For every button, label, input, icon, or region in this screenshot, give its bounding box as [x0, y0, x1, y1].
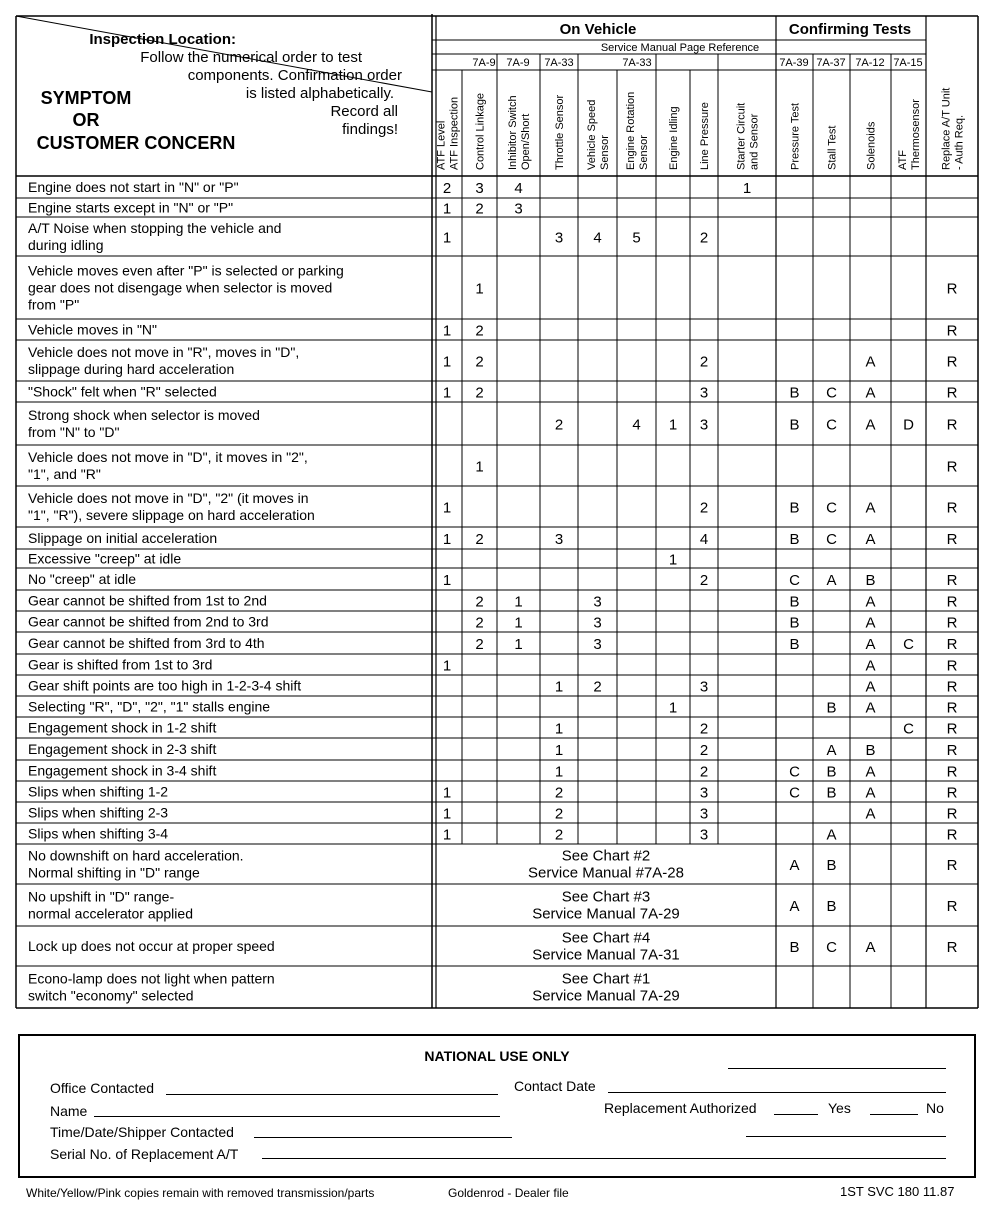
cell-value: 2: [475, 384, 484, 402]
cell-value: B: [826, 699, 837, 717]
column-header: Thermosensor: [910, 99, 922, 170]
office-contacted-label: Office Contacted: [50, 1080, 155, 1096]
symptom-text: Selecting "R", "D", "2", "1" stalls engine: [28, 698, 271, 715]
cell-value: 2: [699, 499, 709, 517]
cell-value: 1: [554, 742, 564, 759]
cell-value: C: [826, 384, 837, 402]
cell-value: 2: [475, 636, 484, 653]
cell-value: D: [903, 416, 914, 434]
cell-value: 3: [699, 384, 709, 402]
cell-value: R: [946, 826, 958, 844]
cell-value: 1: [442, 200, 452, 218]
contact-date-label: Contact Date: [514, 1078, 596, 1094]
cell-value: R: [946, 636, 958, 653]
customer-concern-heading: CUSTOMER CONCERN: [36, 133, 236, 153]
cell-value: R: [946, 805, 958, 823]
cell-value: R: [946, 699, 958, 717]
cell-value: A: [865, 353, 876, 371]
cell-value: 2: [554, 416, 564, 434]
cell-value: B: [826, 784, 837, 802]
cell-value: A: [865, 593, 876, 611]
cell-value: 1: [514, 593, 523, 611]
no-field[interactable]: [870, 1114, 918, 1115]
serial-no-field[interactable]: [262, 1158, 946, 1159]
goldenrod-note: Goldenrod - Dealer file: [448, 1186, 569, 1200]
page-ref: 7A-15: [893, 57, 923, 69]
cell-value: 3: [554, 229, 564, 247]
symptom-text: from "N" to "D": [28, 424, 120, 440]
cell-value: C: [903, 636, 914, 653]
cell-value: A: [826, 572, 837, 589]
cell-value: A: [865, 939, 876, 956]
cell-value: 2: [699, 763, 709, 781]
contact-date-field[interactable]: [608, 1092, 946, 1093]
cell-value: A: [865, 531, 876, 548]
cell-value: B: [789, 384, 800, 402]
symptom-text: Lock up does not occur at proper speed: [28, 938, 275, 954]
cell-value: 1: [442, 353, 452, 371]
cell-value: 1: [554, 720, 564, 738]
symptom-text: No downshift on hard acceleration.: [28, 847, 244, 864]
cell-value: B: [826, 857, 837, 874]
cell-value: R: [946, 499, 958, 517]
symptom-text: Vehicle does not move in "D", it moves in "2",: [28, 449, 308, 465]
cell-value: 5: [632, 229, 641, 247]
cell-value: R: [946, 678, 958, 696]
cell-value: A: [865, 657, 876, 675]
column-header: Control Linkage: [474, 92, 487, 170]
column-header: Sensor: [599, 135, 611, 170]
cell-value: R: [946, 763, 958, 781]
cell-value: C: [789, 572, 800, 589]
symptom-text: "1", and "R": [28, 466, 101, 482]
cell-value: A: [865, 763, 876, 781]
symptom-text: Econo-lamp does not light when pattern: [28, 970, 275, 987]
cell-value: 1: [475, 280, 484, 298]
cell-value: B: [865, 742, 876, 759]
page-ref: 7A-9: [472, 57, 496, 69]
cell-value: B: [826, 898, 837, 915]
symptom-text: during idling: [28, 237, 104, 253]
national-use-only-box: [18, 1034, 976, 1178]
cell-value: 2: [699, 742, 709, 759]
symptom-text: Normal shifting in "D" range: [28, 864, 200, 881]
cell-value: B: [789, 416, 800, 434]
cell-value: 3: [593, 593, 602, 611]
chart-reference: Service Manual 7A-29: [532, 987, 680, 1005]
cell-value: 2: [475, 531, 484, 548]
cell-value: A: [865, 636, 876, 653]
symptom-text: "Shock" felt when "R" selected: [28, 383, 217, 400]
cell-value: 2: [554, 826, 564, 844]
cell-value: 1: [442, 572, 452, 589]
chart-reference: See Chart #1: [561, 970, 651, 988]
cell-value: 1: [442, 784, 452, 802]
yes-field[interactable]: [774, 1114, 818, 1115]
cell-value: R: [946, 531, 958, 548]
page-ref: 7A-12: [855, 57, 885, 69]
column-header: Pressure Test: [789, 102, 802, 170]
cell-value: A: [826, 742, 837, 759]
chart-reference: See Chart #2: [561, 847, 651, 865]
symptom-text: Gear cannot be shifted from 1st to 2nd: [28, 592, 267, 609]
symptom-text: Gear is shifted from 1st to 3rd: [28, 656, 213, 673]
cell-value: B: [789, 614, 800, 632]
cell-value: 2: [475, 200, 484, 218]
cell-value: R: [946, 720, 958, 738]
column-header: Starter Circuit: [735, 102, 748, 170]
cell-value: A: [865, 614, 876, 632]
column-header: ATF Level: [435, 120, 448, 170]
symptom-text: Engagement shock in 2-3 shift: [28, 741, 217, 757]
column-header: - Auth Req.: [953, 114, 966, 170]
cell-value: 1: [442, 322, 452, 340]
symptom-text: switch "economy" selected: [28, 987, 194, 1004]
cell-value: R: [946, 784, 958, 802]
cell-value: 1: [514, 636, 523, 653]
no-label: No: [926, 1100, 944, 1116]
column-header: Throttle Sensor: [554, 94, 566, 170]
cell-value: 1: [442, 229, 452, 247]
cell-value: A: [865, 678, 876, 696]
symptom-text: No upshift in "D" range-: [28, 888, 175, 905]
cell-value: A: [865, 499, 876, 517]
cell-value: A: [865, 384, 876, 402]
symptom-text: Strong shock when selector is moved: [28, 407, 260, 423]
cell-value: 2: [699, 229, 709, 247]
cell-value: 4: [699, 531, 709, 548]
cell-value: 2: [475, 322, 484, 340]
cell-value: 2: [699, 572, 709, 589]
cell-value: 1: [668, 699, 678, 717]
symptom-text: Vehicle moves in "N": [28, 321, 157, 338]
cell-value: B: [865, 572, 876, 589]
cell-value: 4: [514, 180, 523, 197]
right-blank-field[interactable]: [746, 1136, 946, 1137]
cell-value: 1: [742, 180, 752, 197]
page-ref: 7A-9: [506, 57, 530, 69]
instruction-line: is listed alphabetically.: [245, 85, 394, 102]
cell-value: R: [946, 322, 958, 340]
instruction-line: Record all: [330, 103, 398, 120]
cell-value: 2: [593, 678, 602, 696]
page-ref: 7A-37: [816, 57, 846, 69]
cell-value: C: [826, 416, 837, 434]
symptom-text: Vehicle moves even after "P" is selected or parking: [28, 262, 344, 279]
yes-label: Yes: [828, 1100, 851, 1116]
symptom-text: "1", "R"), severe slippage on hard acceleration: [28, 507, 315, 523]
symptom-text: Gear cannot be shifted from 2nd to 3rd: [28, 613, 269, 630]
cell-value: B: [789, 939, 800, 956]
cell-value: 3: [514, 200, 523, 218]
cell-value: R: [946, 353, 958, 371]
instruction-line: findings!: [342, 121, 398, 138]
symptom-text: from "P": [28, 296, 80, 313]
column-header: ATF Inspection: [448, 96, 461, 170]
cell-value: 3: [593, 636, 602, 653]
cell-value: 1: [442, 826, 452, 844]
symptom-text: Slips when shifting 1-2: [28, 783, 169, 800]
form-number: 1ST SVC 180 11.87: [840, 1184, 955, 1199]
cell-value: R: [946, 742, 958, 759]
symptom-text: Engagement shock in 3-4 shift: [28, 762, 217, 779]
cell-value: A: [865, 784, 876, 802]
column-header: Open/Short: [520, 113, 532, 170]
column-header: Solenoids: [865, 121, 878, 170]
instruction-line: Follow the numerical order to test: [140, 49, 362, 66]
symptom-text: Gear shift points are too high in 1-2-3-4 shift: [28, 677, 302, 694]
column-header: Engine Idling: [668, 106, 680, 170]
cell-value: 3: [593, 614, 602, 632]
cell-value: R: [946, 384, 958, 402]
chart-reference: Service Manual 7A-31: [532, 946, 680, 964]
cell-value: A: [826, 826, 837, 844]
cell-value: 1: [668, 416, 678, 434]
symptom-text: Slips when shifting 3-4: [28, 825, 169, 842]
symptom-text: Vehicle does not move in "R", moves in "D",: [28, 344, 300, 360]
cell-value: R: [946, 898, 958, 915]
symptom-text: Gear cannot be shifted from 3rd to 4th: [28, 635, 265, 651]
cell-value: 2: [699, 353, 709, 371]
chart-reference: See Chart #3: [561, 888, 651, 906]
cell-value: B: [826, 763, 837, 781]
serial-no-label: Serial No. of Replacement A/T: [50, 1146, 239, 1162]
office-contacted-field[interactable]: [166, 1094, 498, 1095]
national-use-title: NATIONAL USE ONLY: [424, 1048, 570, 1064]
column-header: and Sensor: [748, 113, 761, 170]
cell-value: 1: [475, 458, 484, 476]
cell-value: 3: [699, 416, 709, 434]
cell-value: 3: [554, 531, 564, 548]
cell-value: A: [789, 857, 800, 874]
name-field[interactable]: [94, 1116, 500, 1117]
page-ref: 7A-39: [779, 57, 809, 69]
symptom-text: normal accelerator applied: [28, 905, 193, 922]
cell-value: 1: [554, 678, 564, 696]
cell-value: 1: [442, 657, 452, 675]
cell-value: A: [865, 805, 876, 823]
cell-value: 2: [699, 720, 709, 738]
cell-value: 4: [632, 416, 641, 434]
symptom-text: Slippage on initial acceleration: [28, 530, 218, 546]
copies-note: White/Yellow/Pink copies remain with removed transmission/parts: [26, 1186, 375, 1200]
cell-value: 2: [475, 593, 484, 611]
cell-value: 1: [442, 805, 452, 823]
cell-value: 1: [514, 614, 523, 632]
symptom-text: Engagement shock in 1-2 shift: [28, 719, 217, 736]
cell-value: C: [826, 531, 837, 548]
symptom-text: slippage during hard acceleration: [28, 361, 235, 377]
column-header: Stall Test: [826, 125, 839, 170]
time-date-shipper-label: Time/Date/Shipper Contacted: [50, 1124, 234, 1140]
page-ref: 7A-33: [544, 57, 574, 69]
cell-value: R: [946, 857, 958, 874]
column-header: Line Pressure: [699, 102, 711, 170]
cell-value: R: [946, 416, 958, 434]
cell-value: 3: [699, 826, 709, 844]
cell-value: 1: [554, 763, 564, 781]
symptom-text: Engine starts except in "N" or "P": [28, 199, 234, 216]
inspection-location-label: Inspection Location:: [89, 31, 236, 48]
cell-value: R: [946, 280, 958, 298]
symptom-text: Excessive "creep" at idle: [28, 550, 182, 567]
chart-reference: See Chart #4: [561, 929, 651, 947]
cell-value: 1: [442, 499, 452, 517]
cell-value: 3: [699, 678, 709, 696]
cell-value: A: [865, 699, 876, 717]
cell-value: B: [789, 593, 800, 611]
cell-value: R: [946, 939, 958, 956]
cell-value: 2: [475, 614, 484, 632]
replacement-authorized-label: Replacement Authorized: [604, 1100, 757, 1116]
column-header: Engine Rotation: [625, 91, 637, 170]
cell-value: R: [946, 458, 958, 476]
cell-value: R: [946, 572, 958, 589]
cell-value: C: [789, 763, 800, 781]
cell-value: B: [789, 531, 800, 548]
cell-value: 1: [442, 531, 452, 548]
cell-value: 2: [475, 353, 484, 371]
cell-value: 2: [442, 180, 452, 197]
cell-value: A: [789, 898, 800, 915]
cell-value: A: [865, 416, 876, 434]
time-date-shipper-field[interactable]: [254, 1137, 512, 1138]
cell-value: R: [946, 614, 958, 632]
chart-reference: Service Manual #7A-28: [528, 864, 684, 882]
column-header: Sensor: [638, 135, 650, 170]
page-ref: 7A-33: [622, 57, 652, 69]
on-vehicle-heading: On Vehicle: [559, 21, 637, 38]
cell-value: R: [946, 657, 958, 675]
symptom-text: Engine does not start in "N" or "P": [28, 179, 239, 195]
symptom-text: Vehicle does not move in "D", "2" (it moves in: [28, 490, 309, 506]
symptom-text: No "creep" at idle: [28, 571, 136, 587]
name-label: Name: [50, 1103, 88, 1119]
cell-value: C: [903, 720, 914, 738]
confirming-tests-heading: Confirming Tests: [788, 21, 912, 38]
cell-value: 1: [442, 384, 452, 402]
cell-value: 3: [475, 180, 484, 197]
cell-value: 2: [554, 805, 564, 823]
cell-value: C: [826, 939, 837, 956]
symptom-text: A/T Noise when stopping the vehicle and: [28, 220, 282, 236]
cell-value: 3: [699, 805, 709, 823]
cell-value: 1: [668, 551, 678, 569]
cell-value: 2: [554, 784, 564, 802]
or-heading: OR: [72, 110, 100, 130]
column-header: Replace A/T Unit: [940, 87, 953, 170]
instruction-line: components. Confirmation order: [187, 67, 402, 84]
cell-value: 4: [593, 229, 602, 247]
cell-value: 3: [699, 784, 709, 802]
symptom-text: gear does not disengage when selector is moved: [28, 279, 333, 296]
cell-value: C: [789, 784, 800, 802]
column-header: Inhibitor Switch: [507, 95, 519, 170]
cell-value: C: [826, 499, 837, 517]
column-header: Vehicle Speed: [586, 99, 598, 170]
page-ref-label: Service Manual Page Reference: [600, 42, 760, 54]
cell-value: B: [789, 636, 800, 653]
cell-value: R: [946, 593, 958, 611]
chart-reference: Service Manual 7A-29: [532, 905, 680, 923]
column-header: ATF: [897, 150, 909, 170]
symptom-text: Slips when shifting 2-3: [28, 804, 169, 821]
top-right-blank-field[interactable]: [728, 1068, 946, 1069]
symptom-heading: SYMPTOM: [40, 88, 132, 108]
cell-value: B: [789, 499, 800, 517]
